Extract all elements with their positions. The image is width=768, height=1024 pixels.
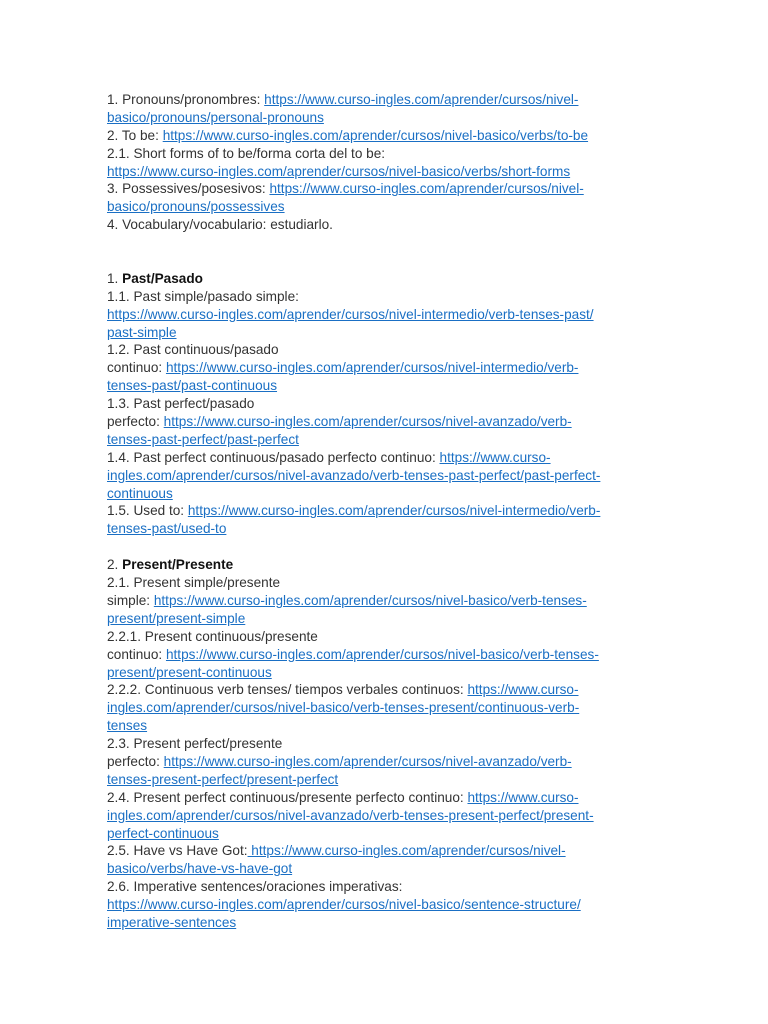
section-heading <box>107 556 667 574</box>
resource-link[interactable]: basico/verbs/have-vs-have-got <box>107 861 293 877</box>
list-item <box>107 842 667 878</box>
resource-link[interactable]: https://www.curso-ingles.com/aprender/cursos/nivel-intermedio/verb- <box>165 360 579 376</box>
resource-link[interactable]: https://www.curso-ingles.com/aprender/cursos/nivel-basico/verb-tenses- <box>153 592 587 608</box>
list-item-line <box>107 646 667 664</box>
list-item-line <box>107 306 667 324</box>
resource-link[interactable]: basico/pronouns/possessives <box>107 199 285 215</box>
resource-link[interactable]: tenses-present-perfect/present-perfect <box>107 771 339 787</box>
section-title: Present/Presente <box>122 557 234 573</box>
resource-link[interactable]: https://www.curso-ingles.com/aprender/cursos/nivel- <box>247 843 566 859</box>
list-item <box>107 502 667 538</box>
list-item-line <box>107 324 667 342</box>
resource-link[interactable]: https://www.curso-ingles.com/aprender/cursos/nivel-intermedio/verb- <box>187 503 601 519</box>
item-text: 2.2.1. Present continuous/presente <box>107 628 318 644</box>
list-item-line <box>107 789 667 807</box>
list-item-line <box>107 198 667 216</box>
list-item-line <box>107 127 667 145</box>
resource-link[interactable]: tenses-past/past-continuous <box>107 378 278 394</box>
list-item-line <box>107 502 667 520</box>
resource-link[interactable]: https://www.curso-ingles.com/aprender/cursos/nivel- <box>264 92 579 107</box>
section-intro <box>107 91 667 234</box>
section-past <box>107 270 667 538</box>
list-item-line <box>107 395 667 413</box>
list-item <box>107 288 667 342</box>
list-item <box>107 789 667 843</box>
list-item-line <box>107 467 667 485</box>
list-item-line <box>107 860 667 878</box>
resource-link[interactable]: tenses-past/used-to <box>107 521 227 537</box>
list-item-line <box>107 771 667 789</box>
list-item <box>107 574 667 628</box>
item-text: 1.4. Past perfect continuous/pasado perfecto continuo: <box>107 449 440 465</box>
list-item-line <box>107 163 667 181</box>
list-item <box>107 180 667 216</box>
resource-link[interactable]: ingles.com/aprender/cursos/nivel-avanzado/verb-tenses-present-perfect/present- <box>107 807 594 823</box>
list-item-line <box>107 699 667 717</box>
resource-link[interactable]: ingles.com/aprender/cursos/nivel-basico/verb-tenses-present/continuous-verb- <box>107 700 580 716</box>
list-item <box>107 449 667 503</box>
item-text: 2.1. Short forms of to be/forma corta del to be: <box>107 145 386 161</box>
item-text: 1.2. Past continuous/pasado <box>107 342 279 358</box>
section-present <box>107 556 667 932</box>
list-item <box>107 735 667 789</box>
list-item <box>107 681 667 735</box>
section-number: 1. <box>107 270 123 286</box>
resource-link[interactable]: basico/pronouns/personal-pronouns <box>107 109 324 125</box>
list-item-line <box>107 145 667 163</box>
item-text: 2.4. Present perfect continuous/presente perfecto continuo: <box>107 789 468 805</box>
item-text: 1.3. Past perfect/pasado <box>107 396 255 412</box>
list-item <box>107 395 667 449</box>
list-item-line <box>107 628 667 646</box>
item-text: 1.5. Used to: <box>107 503 188 519</box>
list-item-line <box>107 825 667 843</box>
list-item-line <box>107 878 667 896</box>
list-item <box>107 216 667 234</box>
resource-link[interactable]: continuous <box>107 485 173 501</box>
list-item-line <box>107 574 667 592</box>
spacer <box>107 252 667 270</box>
item-text: 2. To be: <box>107 127 163 143</box>
section-number: 2. <box>107 557 123 573</box>
list-item-line <box>107 341 667 359</box>
resource-link[interactable]: past-simple <box>107 324 177 340</box>
resource-link[interactable]: https://www.curso-ingles.com/aprender/cursos/nivel-avanzado/verb- <box>163 414 572 430</box>
resource-link[interactable]: tenses <box>107 718 148 734</box>
resource-link[interactable]: https://www.curso- <box>467 682 579 698</box>
resource-link[interactable]: present/present-simple <box>107 610 246 626</box>
item-text: 2.2.2. Continuous verb tenses/ tiempos verbales continuos: <box>107 682 468 698</box>
item-text: 2.1. Present simple/presente <box>107 575 281 591</box>
resource-link[interactable]: https://www.curso-ingles.com/aprender/cursos/nivel- <box>269 181 584 197</box>
list-item-line <box>107 664 667 682</box>
resource-link[interactable]: https://www.curso-ingles.com/aprender/cursos/nivel-basico/sentence-structure/ <box>107 897 581 913</box>
item-text: 2.5. Have vs Have Got: <box>107 843 248 859</box>
list-item-line <box>107 377 667 395</box>
resource-link[interactable]: tenses-past-perfect/past-perfect <box>107 431 299 447</box>
list-item-line <box>107 288 667 306</box>
item-text: simple: <box>107 592 154 608</box>
list-item-line <box>107 91 667 109</box>
list-item-line <box>107 735 667 753</box>
item-text: 2.6. Imperative sentences/oraciones imperativas: <box>107 879 403 895</box>
resource-link[interactable]: https://www.curso- <box>467 789 579 805</box>
resource-link[interactable]: https://www.curso-ingles.com/aprender/cursos/nivel-basico/verbs/to-be <box>162 127 589 143</box>
resource-link[interactable]: https://www.curso-ingles.com/aprender/cursos/nivel-avanzado/verb- <box>163 753 572 769</box>
resource-link[interactable]: https://www.curso- <box>439 449 551 465</box>
item-text: continuo: <box>107 360 166 376</box>
list-item <box>107 341 667 395</box>
list-item-line <box>107 914 667 932</box>
item-text: 1. Pronouns/pronombres: <box>107 92 265 107</box>
list-item <box>107 127 667 145</box>
list-item-line <box>107 681 667 699</box>
list-item-line <box>107 753 667 771</box>
list-item-line <box>107 413 667 431</box>
resource-link[interactable]: perfect-continuous <box>107 825 219 841</box>
list-item-line <box>107 842 667 860</box>
list-item-line <box>107 180 667 198</box>
section-title: Past/Pasado <box>122 270 203 286</box>
list-item-line <box>107 359 667 377</box>
list-item <box>107 628 667 682</box>
list-item-line <box>107 431 667 449</box>
section-heading <box>107 270 667 288</box>
document-body <box>107 91 667 932</box>
resource-link[interactable]: present/present-continuous <box>107 664 272 680</box>
item-text: 1.1. Past simple/pasado simple: <box>107 288 299 304</box>
list-item-line <box>107 610 667 628</box>
list-item-line <box>107 520 667 538</box>
item-text: perfecto: <box>107 753 164 769</box>
resource-link[interactable]: https://www.curso-ingles.com/aprender/cursos/nivel-basico/verb-tenses- <box>165 646 599 662</box>
spacer <box>107 538 667 556</box>
list-item-line <box>107 485 667 503</box>
item-text: perfecto: <box>107 414 164 430</box>
item-text: 2.3. Present perfect/presente <box>107 736 283 752</box>
list-item-line <box>107 109 667 127</box>
list-item <box>107 878 667 932</box>
list-item-line <box>107 449 667 467</box>
resource-link[interactable]: https://www.curso-ingles.com/aprender/cursos/nivel-intermedio/verb-tenses-past/ <box>107 306 594 322</box>
list-item <box>107 91 667 127</box>
list-item-line <box>107 807 667 825</box>
resource-link[interactable]: imperative-sentences <box>107 914 237 930</box>
list-item-line <box>107 216 667 234</box>
item-text: continuo: <box>107 646 166 662</box>
resource-link[interactable]: ingles.com/aprender/cursos/nivel-avanzado/verb-tenses-past-perfect/past-perfect- <box>107 467 601 483</box>
spacer <box>107 234 667 252</box>
item-text: 3. Possessives/posesivos: <box>107 181 270 197</box>
list-item-line <box>107 896 667 914</box>
list-item <box>107 145 667 181</box>
resource-link[interactable]: https://www.curso-ingles.com/aprender/cursos/nivel-basico/verbs/short-forms <box>107 163 571 179</box>
list-item-line <box>107 592 667 610</box>
list-item-line <box>107 717 667 735</box>
item-text: 4. Vocabulary/vocabulario: estudiarlo. <box>107 217 333 233</box>
